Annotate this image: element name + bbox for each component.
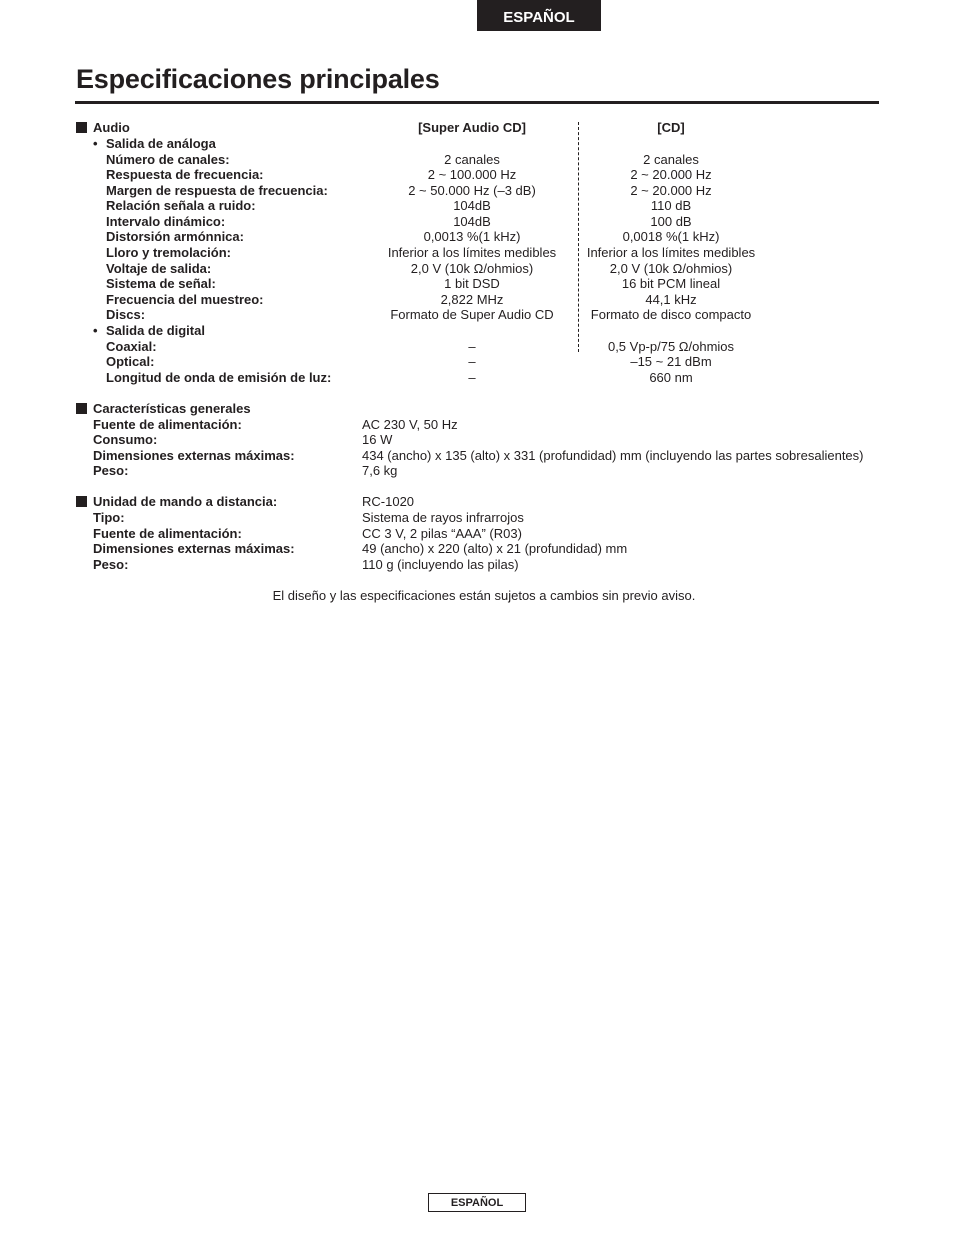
spec-row [0, 541, 954, 557]
spec-row [0, 245, 954, 261]
spec-value-sacd: 0,0013 %(1 kHz) [423, 229, 521, 244]
spec-value-cd: 2,0 V (10k Ω/ohmios) [609, 261, 733, 276]
spec-value-sacd: 2,822 MHz [440, 292, 504, 307]
remote-heading: Unidad de mando a distancia: [93, 494, 278, 509]
spec-row [0, 292, 954, 308]
spec-label: Peso: [93, 557, 129, 572]
spec-value: 16 W [362, 432, 393, 447]
spec-label: Intervalo dinámico: [106, 214, 226, 229]
spec-label: Fuente de alimentación: [93, 417, 242, 432]
spec-label: Longitud de onda de emisión de luz: [106, 370, 332, 385]
spec-value: 49 (ancho) x 220 (alto) x 21 (profundidad) mm [362, 541, 628, 556]
spec-label: Fuente de alimentación: [93, 526, 242, 541]
spec-row [0, 276, 954, 292]
spec-value-cd: 2 ~ 20.000 Hz [630, 167, 712, 182]
footer-language-label: ESPAÑOL [428, 1193, 526, 1212]
spec-value: CC 3 V, 2 pilas “AAA” (R03) [362, 526, 522, 541]
spec-value: 7,6 kg [362, 463, 398, 478]
column-header-cd: [CD] [657, 120, 685, 135]
spec-row [0, 354, 954, 370]
audio-section-header [0, 120, 954, 136]
spec-row [0, 339, 954, 355]
spec-value-cd: 0,5 Vp-p/75 Ω/ohmios [607, 339, 735, 354]
general-section-header [0, 401, 954, 417]
spec-value-sacd: Inferior a los límites medibles [387, 245, 557, 260]
spec-label: Dimensiones externas máximas: [93, 448, 295, 463]
spec-value-sacd: – [468, 354, 476, 369]
spec-value-cd: Formato de disco compacto [590, 307, 752, 322]
column-header-sacd: [Super Audio CD] [418, 120, 526, 135]
spec-value-sacd: 2,0 V (10k Ω/ohmios) [410, 261, 534, 276]
language-tab: ESPAÑOL [477, 0, 601, 31]
square-bullet-icon [76, 403, 87, 414]
spec-row [0, 526, 954, 542]
spec-row [0, 183, 954, 199]
spec-value: Sistema de rayos infrarrojos [362, 510, 524, 525]
spec-value-cd: 100 dB [650, 214, 692, 229]
spec-label: Tipo: [93, 510, 125, 525]
title-rule [75, 101, 879, 104]
bullet-icon: • [93, 136, 98, 151]
spec-row [0, 432, 954, 448]
spec-value-sacd: 104dB [453, 214, 491, 229]
page-title: Especificaciones principales [76, 64, 440, 94]
spec-label: Discs: [106, 307, 146, 322]
spec-label: Coaxial: [106, 339, 157, 354]
spec-label: Distorsión armónnica: [106, 229, 244, 244]
spec-value-cd: –15 ~ 21 dBm [630, 354, 712, 369]
spec-value-cd: 110 dB [650, 198, 692, 213]
spec-label: Voltaje de salida: [106, 261, 212, 276]
spec-value: 434 (ancho) x 135 (alto) x 331 (profundidad) mm (incluyendo las partes sobresalientes) [362, 448, 864, 463]
spec-label: Lloro y tremolación: [106, 245, 231, 260]
spec-value-cd: 44,1 kHz [645, 292, 697, 307]
spec-value-sacd: 2 ~ 100.000 Hz [427, 167, 517, 182]
spec-value-cd: 2 ~ 20.000 Hz [630, 183, 712, 198]
disclaimer-note: El diseño y las especificaciones están sujetos a cambios sin previo aviso. [272, 588, 696, 603]
remote-section-header [0, 494, 954, 510]
bullet-icon: • [93, 323, 98, 338]
spec-row [0, 370, 954, 386]
spec-row [0, 229, 954, 245]
spec-label: Número de canales: [106, 152, 230, 167]
audio-heading: Audio [93, 120, 130, 135]
digital-output-header [0, 323, 954, 339]
spec-label: Relación señala a ruido: [106, 198, 256, 213]
spec-label: Consumo: [93, 432, 158, 447]
spec-row [0, 307, 954, 323]
spec-value-sacd: – [468, 339, 476, 354]
spec-value-cd: 16 bit PCM lineal [621, 276, 721, 291]
spec-value-cd: 2 canales [643, 152, 699, 167]
spec-label: Peso: [93, 463, 129, 478]
spec-value-sacd: 1 bit DSD [444, 276, 500, 291]
spec-value-sacd: 104dB [453, 198, 491, 213]
spec-label: Dimensiones externas máximas: [93, 541, 295, 556]
spec-row [0, 510, 954, 526]
column-divider [578, 122, 579, 352]
spec-label: Respuesta de frecuencia: [106, 167, 264, 182]
spec-value-cd: 660 nm [649, 370, 693, 385]
spec-row [0, 198, 954, 214]
spec-label: Frecuencia del muestreo: [106, 292, 264, 307]
spec-row [0, 152, 954, 168]
spec-value: 110 g (incluyendo las pilas) [362, 557, 519, 572]
spec-row [0, 261, 954, 277]
spec-label: Optical: [106, 354, 155, 369]
spec-row [0, 557, 954, 573]
general-heading: Características generales [93, 401, 251, 416]
spec-value-sacd: 2 canales [444, 152, 500, 167]
spec-value-sacd: – [468, 370, 476, 385]
analog-output-heading: Salida de análoga [106, 136, 216, 151]
spec-row [0, 448, 954, 464]
square-bullet-icon [76, 496, 87, 507]
spec-label: Sistema de señal: [106, 276, 216, 291]
spec-row [0, 214, 954, 230]
remote-model-value: RC-1020 [362, 494, 415, 509]
spec-value: AC 230 V, 50 Hz [362, 417, 458, 432]
spec-row [0, 417, 954, 433]
spec-row [0, 463, 954, 479]
square-bullet-icon [76, 122, 87, 133]
spec-value-cd: 0,0018 %(1 kHz) [622, 229, 720, 244]
spec-value-sacd: 2 ~ 50.000 Hz (–3 dB) [408, 183, 536, 198]
spec-value-sacd: Formato de Super Audio CD [390, 307, 554, 322]
analog-output-header [0, 136, 954, 152]
spec-label: Margen de respuesta de frecuencia: [106, 183, 328, 198]
spec-value-cd: Inferior a los límites medibles [586, 245, 756, 260]
digital-output-heading: Salida de digital [106, 323, 205, 338]
spec-row [0, 167, 954, 183]
